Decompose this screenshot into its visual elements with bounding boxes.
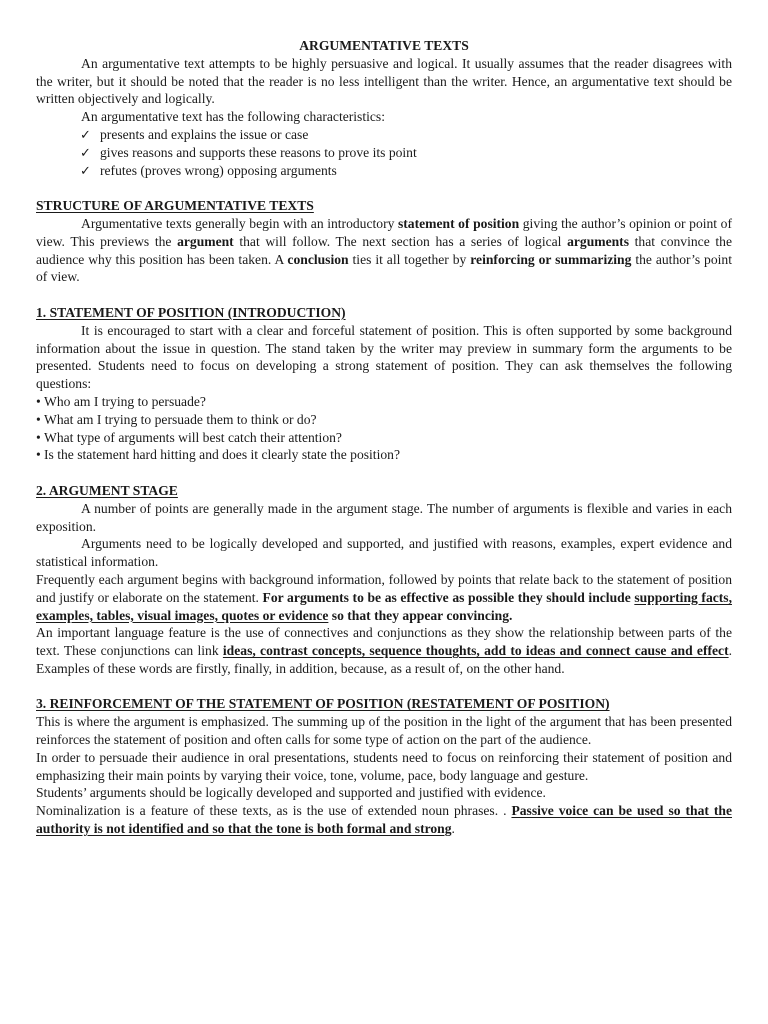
list-item-text: presents and explains the issue or case — [100, 126, 309, 142]
bullet-icon: • — [36, 447, 41, 463]
check-icon: ✓ — [80, 162, 91, 178]
check-icon: ✓ — [80, 144, 91, 160]
list-item-text: refutes (proves wrong) opposing arguments — [100, 162, 337, 178]
list-item — [80, 126, 732, 144]
section-3-paragraph-3: Students’ arguments should be logically developed and supported and justified with evidence. — [36, 785, 546, 801]
list-item: • What am I trying to persuade them to think or do? — [36, 411, 317, 427]
list-item: • What type of arguments will best catch their attention? — [36, 429, 342, 445]
questions-list — [36, 393, 732, 464]
section-2-paragraph-3: Frequently each argument begins with background information, followed by points that relate back to the statement of position and justify or elaborate on the statement. For arguments to be as effective as possible they should include supporting facts, examples, tables, visual images, quotes or evidence so that they appear convincing. — [36, 571, 732, 623]
section-2-paragraph-2: Arguments need to be logically developed and supported, and justified with reasons, examples, expert evidence and statistical information. — [36, 536, 732, 570]
section-2-paragraph-1: A number of points are generally made in the argument stage. The number of arguments is flexible and varies in each exposition. — [36, 500, 732, 534]
bullet-icon: • — [36, 393, 41, 409]
section-3-heading: 3. REINFORCEMENT OF THE STATEMENT OF POSITION (RESTATEMENT OF POSITION) — [36, 696, 610, 712]
section-3-paragraph-2: In order to persuade their audience in oral presentations, students need to focus on reinforcing their statement of position and emphasizing their main points by varying their voice, tone, volume, pace, body language and gesture. — [36, 749, 732, 783]
intro-characteristics-lead: An argumentative text has the following characteristics: — [81, 109, 386, 125]
document-title: ARGUMENTATIVE TEXTS — [299, 38, 469, 53]
check-icon: ✓ — [80, 126, 91, 142]
list-item — [80, 162, 732, 180]
section-3-paragraph-4: Nominalization is a feature of these texts, as is the use of extended noun phrases. . Passive voice can be used so that the authority is not identified and so that the tone is both formal and strong. — [36, 803, 732, 837]
section-2-heading: 2. ARGUMENT STAGE — [36, 482, 178, 498]
section-1-paragraph: It is encouraged to start with a clear and forceful statement of position. This is often supported by some background information about the issue in question. The stand taken by the writer may preview in summary form the arguments to be presented. Students need to focus on developing a strong statement of position. They can ask themselves the following questions: — [36, 322, 732, 392]
list-item — [80, 144, 732, 162]
structure-paragraph: Argumentative texts generally begin with an introductory statement of position giving the author’s opinion or point of view. This previews the argument that will follow. The next section has a series of logical arguments that convince the audience why this position has been taken. A conclusion ties it all together by reinforcing or summarizing the author’s point of view. — [36, 215, 733, 285]
structure-heading: STRUCTURE OF ARGUMENTATIVE TEXTS — [36, 198, 314, 214]
section-3-paragraph-1: This is where the argument is emphasized. The summing up of the position in the light of the argument that has been presented reinforces the statement of position and often calls for some type of action on the part of the audience. — [36, 714, 732, 748]
bullet-icon: • — [36, 429, 41, 445]
section-1-heading: 1. STATEMENT OF POSITION (INTRODUCTION) — [36, 304, 346, 320]
bullet-icon: • — [36, 411, 41, 427]
section-2-paragraph-4: An important language feature is the use of connectives and conjunctions as they show the relationship between parts of the text. These conjunctions can link ideas, contrast concepts, sequence thoughts, add to ideas and connect cause and effect. Examples of these words are firstly, finally, in addition, because, as a result of, on the other hand. — [36, 625, 732, 676]
list-item: • Who am I trying to persuade? — [36, 393, 206, 409]
intro-paragraph: An argumentative text attempts to be highly persuasive and logical. It usually assumes that the reader disagrees with the writer, but it should be noted that the reader is no less intelligent than the writer. Hence, an argumentative text should be written objectively and logically. — [36, 55, 732, 107]
characteristics-list — [36, 126, 732, 179]
list-item-text: gives reasons and supports these reasons to prove its point — [100, 144, 417, 160]
document-page — [36, 37, 732, 838]
list-item: • Is the statement hard hitting and does it clearly state the position? — [36, 447, 400, 463]
